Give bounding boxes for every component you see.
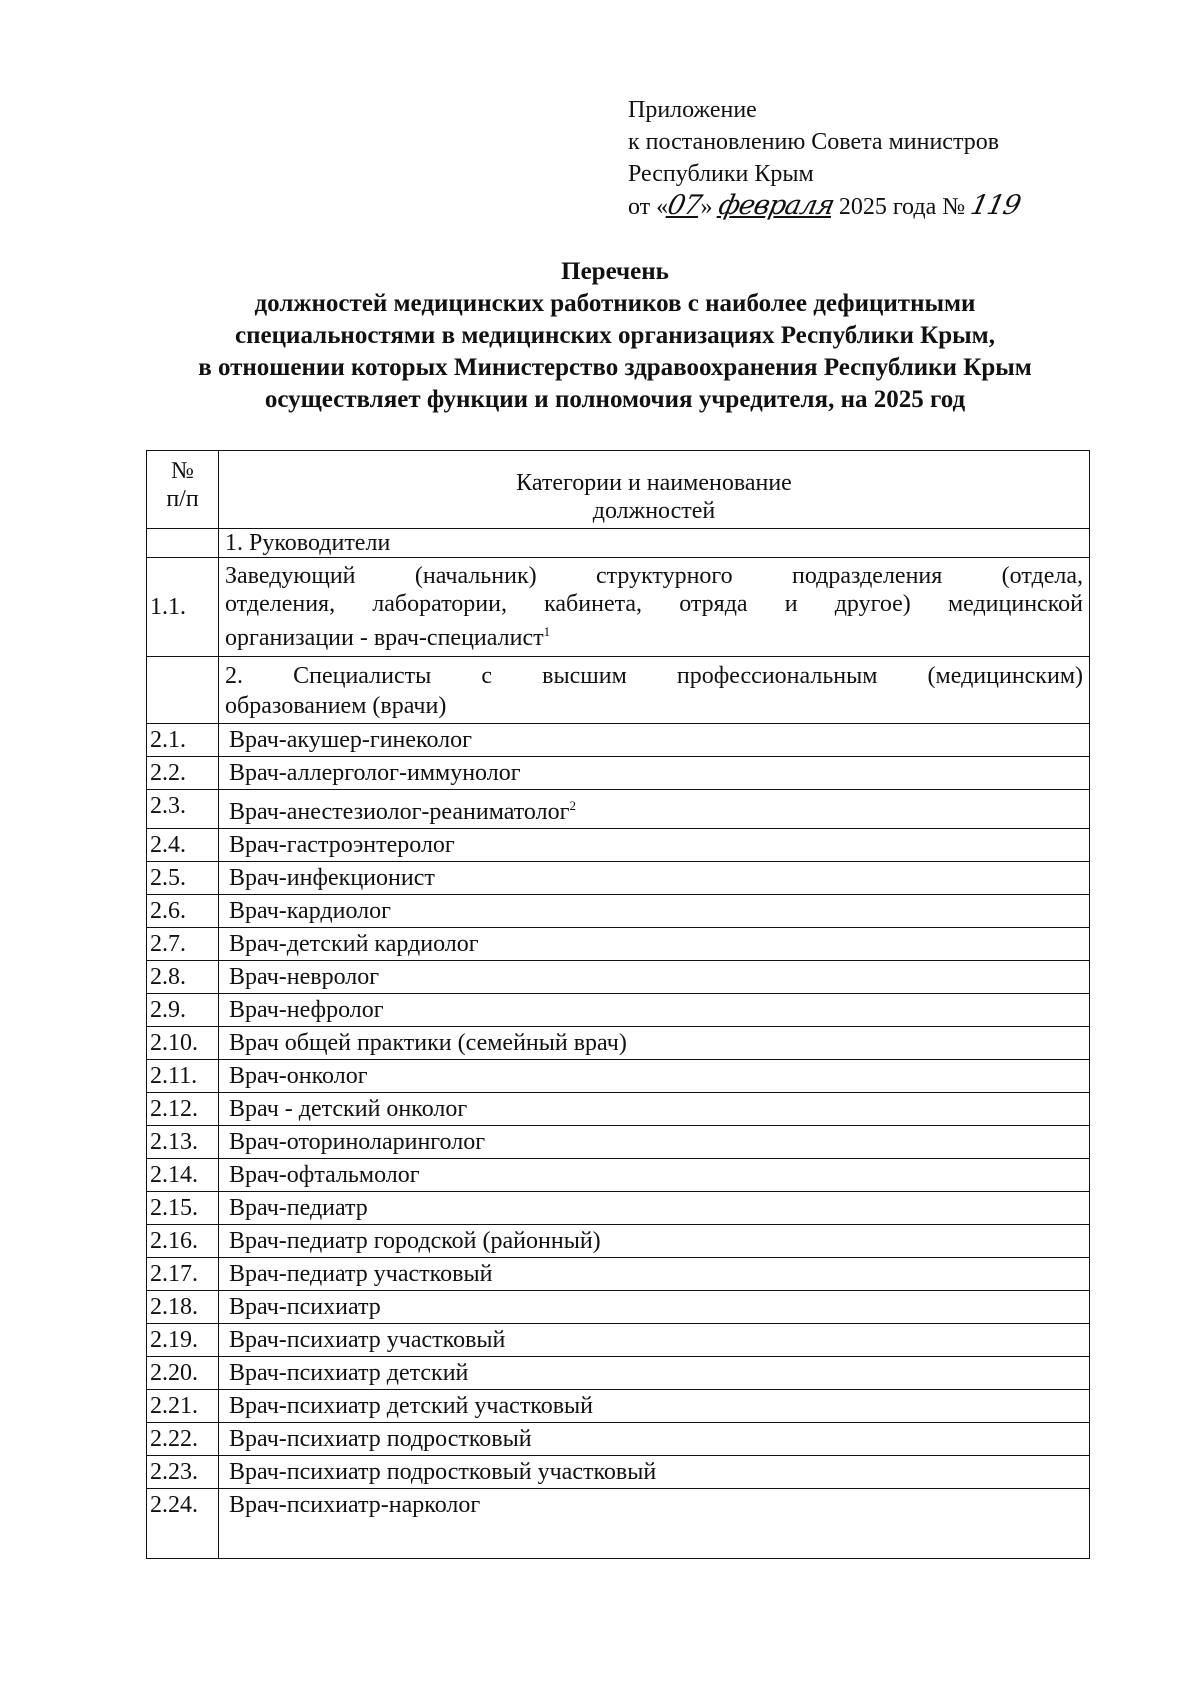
position-name-text: Врач общей практики (семейный врач) [229, 1030, 627, 1056]
row-number: 2.4. [147, 829, 219, 862]
row-position-name [219, 1489, 1090, 1559]
position-name-text: Врач-психиатр [229, 1294, 381, 1320]
footnote-marker: 2 [569, 798, 576, 813]
row-number: 2.17. [147, 1258, 219, 1291]
row-position-name [219, 1357, 1090, 1390]
position-name-text: Врач-психиатр детский [229, 1360, 469, 1386]
title-line-1: должностей медицинских работников с наиболее дефицитными [254, 290, 976, 317]
header-name-cell [219, 451, 1090, 529]
table-row [147, 1060, 1090, 1093]
row-number: 2.9. [147, 994, 219, 1027]
appendix-line-2: к постановлению Совета министров [628, 129, 1000, 155]
header-number-abbr: п/п [166, 486, 199, 512]
table-row [147, 928, 1090, 961]
appendix-block [628, 94, 1024, 223]
date-close: » [700, 194, 713, 220]
date-year: 2025 года № [838, 194, 966, 220]
row-number: 2.15. [147, 1192, 219, 1225]
title-line-3: в отношении которых Министерство здравоохранения Республики Крым [198, 354, 1032, 381]
position-name-text: Врач-педиатр участковый [229, 1261, 493, 1287]
table-row [147, 1093, 1090, 1126]
table-row [147, 757, 1090, 790]
table-row [147, 895, 1090, 928]
section-2-row [147, 657, 1090, 724]
section-1-label: 1. Руководители [219, 529, 1090, 558]
row-position-name [219, 1093, 1090, 1126]
appendix-line-1: Приложение [628, 97, 757, 123]
position-name-text: Врач-инфекционист [229, 865, 435, 891]
section-2-number-cell [147, 657, 219, 724]
table-header-row [147, 451, 1090, 529]
table-row [147, 1225, 1090, 1258]
resolution-number-handwritten: 119 [967, 190, 1024, 221]
row-position-name [219, 1225, 1090, 1258]
row-number: 2.24. [147, 1489, 219, 1559]
row-number: 2.2. [147, 757, 219, 790]
row-number: 2.23. [147, 1456, 219, 1489]
position-name-text: Врач-анестезиолог-реаниматолог [229, 799, 570, 825]
table-row [147, 1291, 1090, 1324]
row-number: 2.3. [147, 790, 219, 829]
document-title [120, 256, 1110, 416]
table-row [147, 1192, 1090, 1225]
row-position-name [219, 1060, 1090, 1093]
row-1-1-number: 1.1. [147, 558, 219, 657]
date-month-handwritten: февраля [715, 190, 837, 221]
row-position-name [219, 829, 1090, 862]
row-number: 2.13. [147, 1126, 219, 1159]
header-number-symbol: № [171, 458, 194, 484]
row-number: 2.22. [147, 1423, 219, 1456]
row-1-1-text-line-3 [225, 618, 1083, 652]
row-1-1-text-line-2: отделения, лаборатории, кабинета, отряда и другое) медицинской [225, 591, 1083, 617]
appendix-date-line [628, 190, 1024, 223]
row-position-name [219, 1291, 1090, 1324]
row-position-name [219, 1456, 1090, 1489]
table-row [147, 1159, 1090, 1192]
position-name-text: Врач-оториноларинголог [229, 1129, 486, 1155]
header-number-cell [147, 451, 219, 529]
position-name-text: Врач-гастроэнтеролог [229, 832, 455, 858]
position-name-text: Врач-аллерголог-иммунолог [229, 760, 521, 786]
row-position-name [219, 757, 1090, 790]
section-2-label-line-2: образованием (врачи) [225, 693, 447, 719]
table-row [147, 1027, 1090, 1060]
position-name-text: Врач - детский онколог [229, 1096, 468, 1122]
date-prefix: от « [628, 194, 669, 220]
position-name-text: Врач-психиатр-нарколог [229, 1492, 481, 1518]
row-position-name [219, 1027, 1090, 1060]
position-name-text: Врач-детский кардиолог [229, 931, 479, 957]
position-name-text: Врач-офтальмолог [229, 1162, 420, 1188]
position-name-text: Врач-психиатр подростковый участковый [229, 1459, 657, 1485]
row-1-1-text-line-1: Заведующий (начальник) структурного подразделения (отдела, [225, 563, 1083, 589]
row-number: 2.8. [147, 961, 219, 994]
position-name-text: Врач-онколог [229, 1063, 368, 1089]
table-row [147, 790, 1090, 829]
row-position-name [219, 1423, 1090, 1456]
row-position-name [219, 790, 1090, 829]
position-name-text: Врач-психиатр детский участковый [229, 1393, 594, 1419]
section-1-number-cell [147, 529, 219, 558]
section-2-label [219, 657, 1090, 724]
footnote-marker-1: 1 [543, 624, 551, 639]
header-name-line-2: должностей [592, 498, 716, 524]
appendix-line-3: Республики Крым [628, 161, 814, 187]
header-name-line-1: Категории и наименование [516, 470, 792, 496]
row-number: 2.7. [147, 928, 219, 961]
row-number: 2.19. [147, 1324, 219, 1357]
table-row [147, 1126, 1090, 1159]
table-row [147, 1489, 1090, 1559]
title-line-4: осуществляет функции и полномочия учредителя, на 2025 год [264, 386, 966, 413]
position-name-text: Врач-невролог [229, 964, 380, 990]
row-number: 2.12. [147, 1093, 219, 1126]
row-number: 2.21. [147, 1390, 219, 1423]
row-1-1 [147, 558, 1090, 657]
row-number: 2.16. [147, 1225, 219, 1258]
date-day-handwritten: 07 [664, 190, 704, 221]
position-name-text: Врач-нефролог [229, 997, 384, 1023]
row-position-name [219, 1126, 1090, 1159]
table-row [147, 961, 1090, 994]
row-position-name [219, 862, 1090, 895]
row-number: 2.18. [147, 1291, 219, 1324]
position-name-text: Врач-педиатр городской (районный) [229, 1228, 601, 1254]
row-number: 2.5. [147, 862, 219, 895]
row-position-name [219, 1324, 1090, 1357]
table-row [147, 1357, 1090, 1390]
row-position-name [219, 1159, 1090, 1192]
table-row [147, 1324, 1090, 1357]
row-position-name [219, 1192, 1090, 1225]
positions-table [146, 450, 1090, 1559]
position-name-text: Врач-кардиолог [229, 898, 391, 924]
section-1-row [147, 529, 1090, 558]
row-1-1-text-line-3-text: организации - врач-специалист [225, 625, 544, 651]
table-row [147, 994, 1090, 1027]
position-name-text: Врач-акушер-гинеколог [229, 727, 472, 753]
row-number: 2.14. [147, 1159, 219, 1192]
table-row [147, 1456, 1090, 1489]
title-heading: Перечень [561, 258, 669, 285]
table-row [147, 724, 1090, 757]
row-number: 2.1. [147, 724, 219, 757]
row-1-1-text [219, 558, 1090, 657]
row-position-name [219, 994, 1090, 1027]
table-row [147, 1390, 1090, 1423]
table-row [147, 1423, 1090, 1456]
row-position-name [219, 928, 1090, 961]
table-row [147, 829, 1090, 862]
position-name-text: Врач-психиатр подростковый [229, 1426, 532, 1452]
row-position-name [219, 1258, 1090, 1291]
row-position-name [219, 961, 1090, 994]
row-number: 2.6. [147, 895, 219, 928]
position-name-text: Врач-педиатр [229, 1195, 368, 1221]
row-number: 2.20. [147, 1357, 219, 1390]
section-2-label-line-1: 2. Специалисты с высшим профессиональным (медицинским) [225, 663, 1083, 689]
row-position-name [219, 724, 1090, 757]
title-line-2: специальностями в медицинских организациях Республики Крым, [235, 322, 995, 349]
row-number: 2.10. [147, 1027, 219, 1060]
row-position-name [219, 895, 1090, 928]
position-name-text: Врач-психиатр участковый [229, 1327, 506, 1353]
table-row [147, 1258, 1090, 1291]
table-row [147, 862, 1090, 895]
row-position-name [219, 1390, 1090, 1423]
row-number: 2.11. [147, 1060, 219, 1093]
